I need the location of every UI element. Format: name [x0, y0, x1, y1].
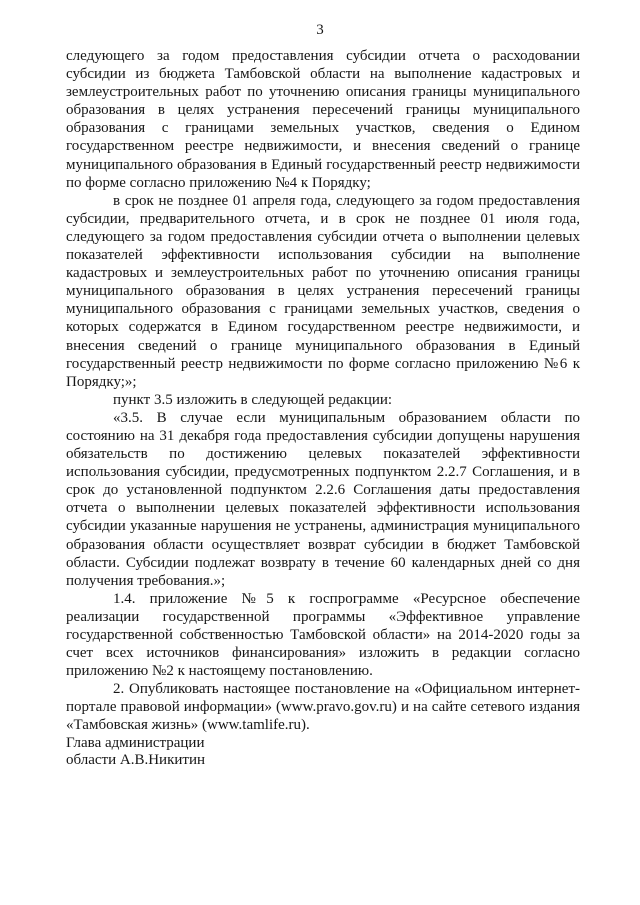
document-body: [66, 47, 580, 735]
signature-block: [66, 735, 205, 769]
signature-title: Глава администрации: [66, 735, 205, 751]
page-number: 3: [316, 22, 324, 38]
paragraph-clause-3-5: «3.5. В случае если муниципальным образованием области по состоянию на 31 декабря года предоставления субсидии допущены нарушения обязательств по достижению целевых показателей эффективности использования субсидии, предусмотренных подпунктом 2.2.7 Соглашения, и в срок до установленной подпунктом 2.2.6 Соглашения даты предоставления отчета о выполнении целевых показателей эффективности использования субсидии указанные нарушения не устранены, администрация муниципального образования области осуществляет возврат субсидии в бюджет Тамбовской области. Субсидии подлежат возврату в течение 60 календарных дней со дня получения требования.»;: [66, 409, 580, 589]
paragraph-report-deadline-continued: следующего за годом предоставления субсидии отчета о расходовании субсидии из бюджета Тамбовской области на выполнение кадастровых и землеустроительных работ по уточнению описания границы муниципального образования в целях устранения пересечений границы муниципального образования с границами земельных участков, сведения о Едином государственном реестре недвижимости, и внесения сведений о границе муниципального образования в Единый государственный реестр недвижимости по форме согласно приложению №4 к Порядку;: [66, 48, 580, 191]
signature-name: области А.В.Никитин: [66, 752, 206, 768]
paragraph-item-2-publish: 2. Опубликовать настоящее постановление на «Официальном интернет-портале правовой информации» (www.pravo.gov.ru) и на сайте сетевого издания «Тамбовская жизнь» (www.tamlife.ru).: [66, 681, 580, 734]
paragraph-clause-intro: пункт 3.5 изложить в следующей редакции:: [113, 391, 393, 408]
paragraph-preliminary-report: в срок не позднее 01 апреля года, следующего за годом предоставления субсидии, предварительного отчета, и в срок не позднее 01 июля года, следующего за годом предоставления субсидии отчета о выполнении целевых показателей эффективности использования субсидии на выполнение кадастровых и землеустроительных работ по уточнению описания границы муниципального образования в целях устранения пересечений границы муниципального образования с границами земельных участков, сведения о которых содержатся в Едином государственном реестре недвижимости, и внесения сведений о границе муниципального образования в Единый государственный реестр недвижимости по форме согласно приложению №6 к Порядку;»;: [66, 192, 580, 390]
paragraph-item-1-4: 1.4. приложение №5 к госпрограмме «Ресурсное обеспечение реализации государственной программы «Эффективное управление государственной собственностью Тамбовской области» на 2014-2020 годы за счет всех источников финансирования» изложить в редакции согласно приложению №2 к настоящему постановлению.: [66, 590, 580, 680]
